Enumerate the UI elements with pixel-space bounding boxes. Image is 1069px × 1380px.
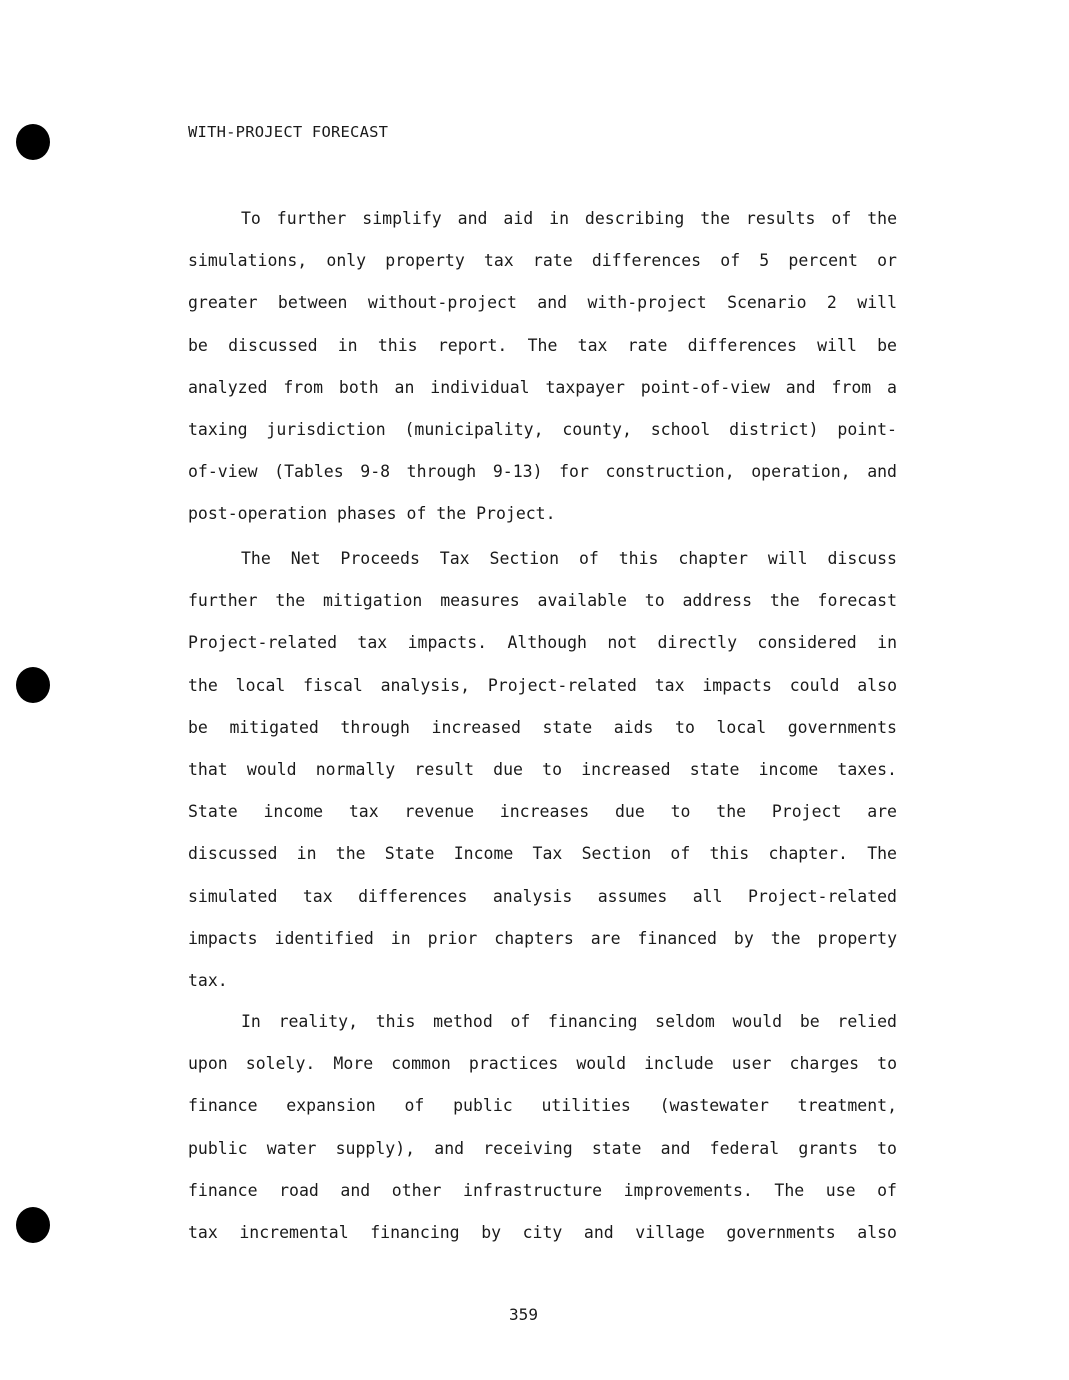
- paragraph-line: greater between without-project and with-project Scenario 2 will: [188, 293, 897, 313]
- paragraph-line: taxing jurisdiction (municipality, county, school district) point-: [188, 419, 897, 439]
- paragraph-line: post-operation phases of the Project.: [188, 504, 556, 524]
- paragraph-line: simulated tax differences analysis assumes all Project-related: [188, 886, 897, 906]
- section-heading: WITH-PROJECT FORECAST: [188, 123, 389, 141]
- paragraph-2: [188, 538, 897, 1002]
- paragraph-line: analyzed from both an individual taxpayer point-of-view and from a: [188, 377, 897, 397]
- paragraph-line: To further simplify and aid in describing the results of the: [241, 209, 897, 228]
- paragraph-line: that would normally result due to increased state income taxes.: [188, 759, 897, 779]
- paragraph-line: discussed in the State Income Tax Section of this chapter. The: [188, 844, 897, 864]
- paragraph-line: be discussed in this report. The tax rate differences will be: [188, 335, 897, 355]
- paragraph-line: tax incremental financing by city and village governments also: [188, 1222, 897, 1242]
- paragraph-line: the local fiscal analysis, Project-related tax impacts could also: [188, 675, 897, 695]
- paragraph-1: [188, 198, 897, 536]
- paragraph-2-text: [188, 538, 897, 1002]
- paragraph-3: [188, 1001, 897, 1254]
- paragraph-line: finance road and other infrastructure improvements. The use of: [188, 1180, 897, 1200]
- paragraph-line: simulations, only property tax rate differences of 5 percent or: [188, 251, 897, 271]
- paragraph-line: finance expansion of public utilities (wastewater treatment,: [188, 1096, 897, 1116]
- paragraph-line: impacts identified in prior chapters are financed by the property: [188, 928, 897, 948]
- paragraph-line: The Net Proceeds Tax Section of this chapter will discuss: [241, 549, 897, 568]
- paragraph-1-text: [188, 198, 897, 536]
- paragraph-line: Project-related tax impacts. Although not directly considered in: [188, 633, 897, 653]
- paragraph-line: In reality, this method of financing seldom would be relied: [241, 1012, 897, 1031]
- paragraph-line: further the mitigation measures available to address the forecast: [188, 591, 897, 611]
- paragraph-line: public water supply), and receiving state and federal grants to: [188, 1138, 897, 1158]
- paragraph-line: be mitigated through increased state aids to local governments: [188, 717, 897, 737]
- paragraph-line: State income tax revenue increases due to the Project are: [188, 802, 897, 822]
- paragraph-line: upon solely. More common practices would include user charges to: [188, 1054, 897, 1074]
- punch-hole-top: [16, 124, 50, 160]
- punch-hole-bottom: [16, 1207, 50, 1243]
- paragraph-3-text: [188, 1001, 897, 1254]
- paragraph-line: of-view (Tables 9-8 through 9-13) for construction, operation, and: [188, 462, 897, 482]
- punch-hole-middle: [16, 667, 50, 703]
- page-number: 359: [509, 1305, 538, 1324]
- paragraph-line: tax.: [188, 970, 228, 990]
